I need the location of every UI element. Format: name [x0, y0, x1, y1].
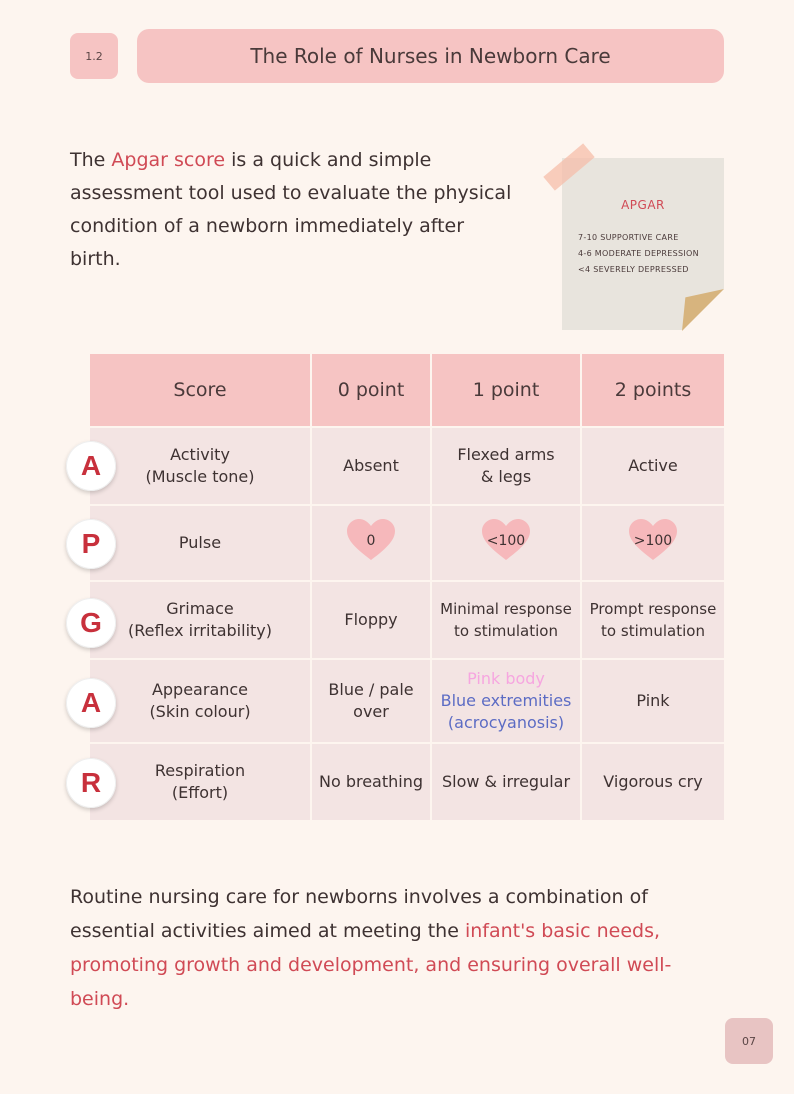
apgar-letter-r: R — [66, 758, 116, 808]
pulse-value: 0 — [366, 533, 376, 549]
header-0-point: 0 point — [311, 353, 431, 427]
table-row — [89, 581, 725, 659]
apgar-letter-p: P — [66, 519, 116, 569]
heart-icon — [480, 518, 532, 562]
page-title: The Role of Nurses in Newborn Care — [137, 29, 724, 83]
blue-extremities-text: Blue extremities (acrocyanosis) — [440, 691, 572, 732]
criterion-activity: Activity (Muscle tone) — [89, 427, 311, 505]
outro-text-start: Routine nursing care for newborns involves a combination of essential activities aimed at meeting the — [70, 886, 648, 942]
sticky-note-title: APGAR — [621, 198, 665, 212]
apgar-table — [88, 352, 726, 822]
header-2-points: 2 points — [581, 353, 725, 427]
cell-1-point: Slow & irregular — [431, 743, 581, 821]
cell-0-point: Absent — [311, 427, 431, 505]
cell-2-points: Prompt response to stimulation — [581, 581, 725, 659]
cell-2-points: Active — [581, 427, 725, 505]
pulse-value: >100 — [633, 533, 673, 549]
pulse-value: <100 — [486, 533, 526, 549]
intro-paragraph — [70, 144, 520, 276]
cell-1-point: Minimal response to stimulation — [431, 581, 581, 659]
outro-highlight: infant's basic needs, promoting growth and development, and ensuring overall well-being. — [70, 920, 672, 1010]
cell-1-point — [431, 505, 581, 581]
intro-text-end: is a quick and simple assessment tool used to evaluate the physical condition of a newborn immediately after birth. — [70, 149, 512, 270]
table-row — [89, 659, 725, 743]
outro-paragraph — [70, 880, 690, 1016]
header-score: Score — [89, 353, 311, 427]
apgar-letter-a: A — [66, 678, 116, 728]
header-1-point: 1 point — [431, 353, 581, 427]
table-row — [89, 505, 725, 581]
sticky-note-lines — [578, 230, 699, 278]
apgar-letter-g: G — [66, 598, 116, 648]
cell-2-points: Pink — [581, 659, 725, 743]
criterion-respiration: Respiration (Effort) — [89, 743, 311, 821]
cell-0-point — [311, 505, 431, 581]
heart-icon — [345, 518, 397, 562]
criterion-pulse: Pulse — [89, 505, 311, 581]
sticky-note-line: <4 SEVERELY DEPRESSED — [578, 265, 689, 274]
cell-2-points — [581, 505, 725, 581]
heart-icon — [627, 518, 679, 562]
pink-body-text: Pink body — [467, 669, 545, 688]
intro-highlight: Apgar score — [111, 149, 226, 171]
table-row — [89, 743, 725, 821]
cell-0-point: Blue / pale over — [311, 659, 431, 743]
apgar-letter-a: A — [66, 441, 116, 491]
cell-1-point: Flexed arms & legs — [431, 427, 581, 505]
cell-2-points: Vigorous cry — [581, 743, 725, 821]
sticky-note-line: 4-6 MODERATE DEPRESSION — [578, 249, 699, 258]
cell-0-point: Floppy — [311, 581, 431, 659]
cell-0-point: No breathing — [311, 743, 431, 821]
intro-text-start: The — [70, 149, 112, 171]
page-number: 07 — [725, 1018, 773, 1064]
table-row — [89, 427, 725, 505]
section-number-badge: 1.2 — [70, 33, 118, 79]
cell-1-point — [431, 659, 581, 743]
table-header-row — [89, 353, 725, 427]
sticky-note-line: 7-10 SUPPORTIVE CARE — [578, 233, 679, 242]
criterion-grimace: Grimace (Reflex irritability) — [89, 581, 311, 659]
criterion-appearance: Appearance (Skin colour) — [89, 659, 311, 743]
